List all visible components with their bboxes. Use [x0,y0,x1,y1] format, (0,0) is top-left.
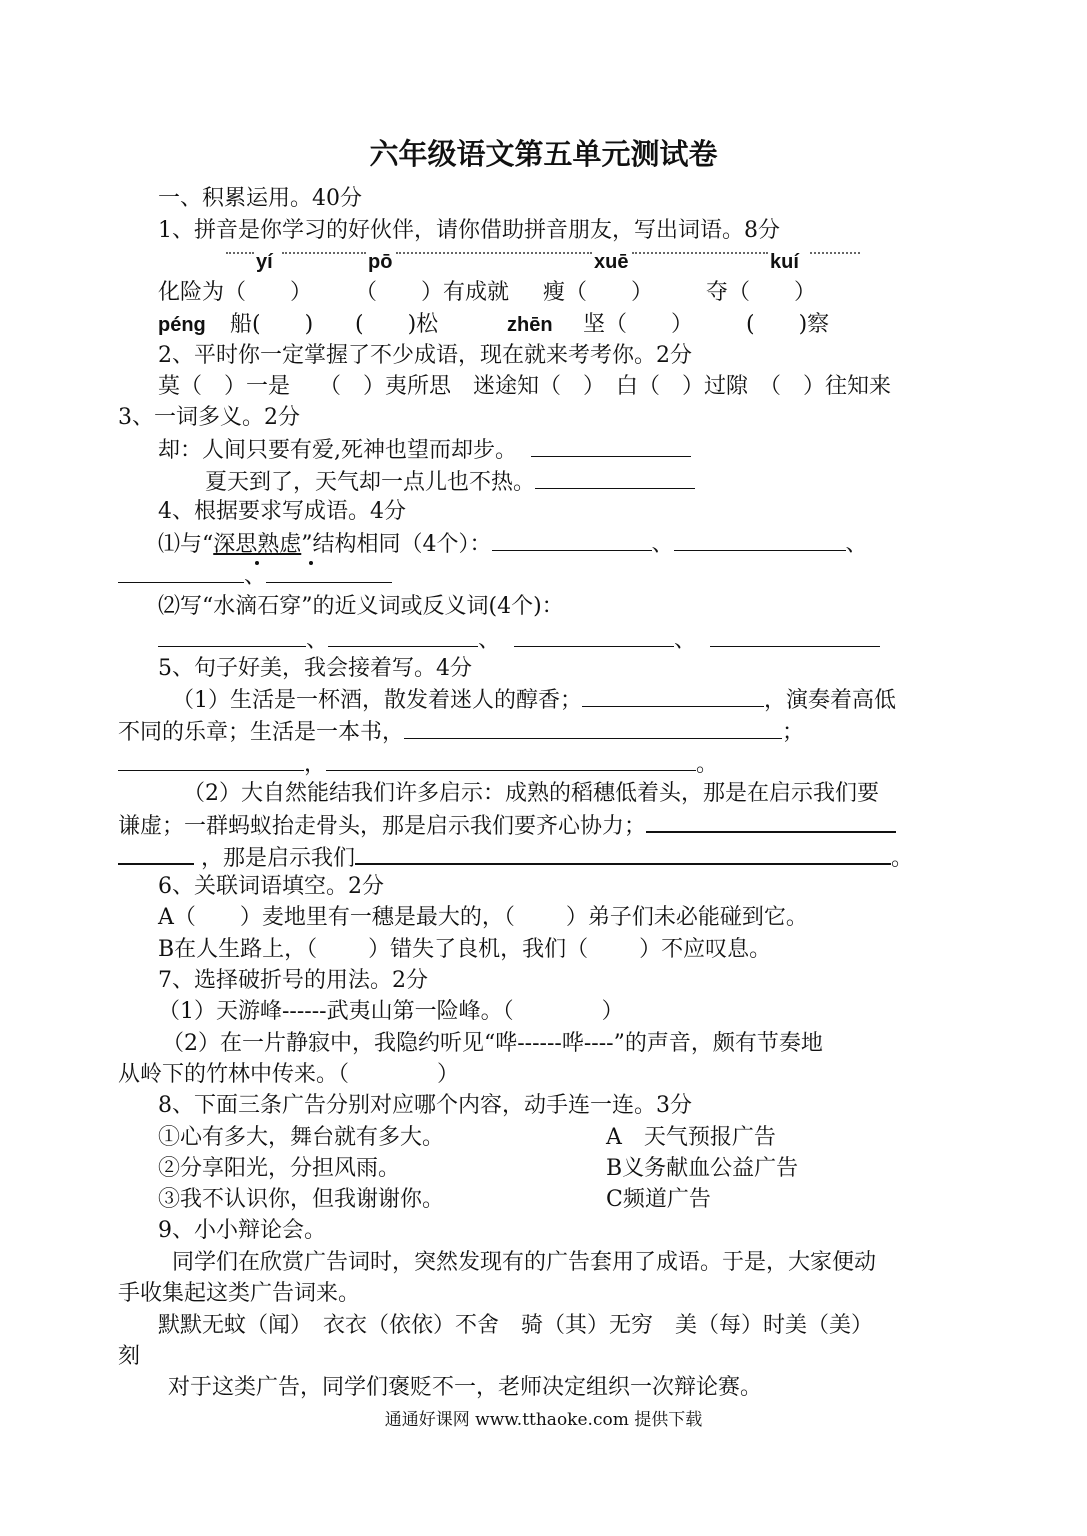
q1-heading: 1、拼音是你学习的好伙伴，请你借助拼音朋友，写出词语。8分 [158,218,780,243]
ad-category: C频道广告 [606,1187,711,1212]
q9-paragraph: 手收集起这类广告词来。 [118,1281,361,1306]
q6-heading: 6、关联词语填空。2分 [158,874,384,899]
q1-item: 坚（ ） [583,312,694,337]
q9-examples: 刻 [118,1344,141,1369]
q3-heading: 3、一词多义。2分 [118,405,300,430]
answer-blank[interactable] [118,750,304,771]
ad-slogan: ②分享阳光，分担风雨。 [158,1156,401,1181]
q8-heading: 8、下面三条广告分别对应哪个内容，动手连一连。3分 [158,1093,692,1118]
q5-line [118,718,804,748]
answer-blank[interactable] [404,718,782,739]
q3-line [205,468,695,498]
q3-sentence: 却：人间只要有爱,死神也望而却步。 [158,438,517,463]
pinyin-xue: xuē [594,251,629,273]
q5-text: 。 [891,846,914,871]
q1-item: 化险为（ ） [158,280,313,305]
answer-blank[interactable] [326,750,696,771]
q9-paragraph: 同学们在欣赏广告词时，突然发现有的广告套用了成语。于是，大家便动 [172,1250,877,1275]
answer-blank[interactable] [158,626,306,647]
q5-text: ； [782,720,805,745]
q5-text: （2）大自然能结我们许多启示：成熟的稻穗低着头，那是在启示我们要 [183,781,879,806]
q4-part1-label: ”结构相同（4个）： [301,532,492,557]
q3-line [158,436,691,466]
q5-heading: 5、句子好美，我会接着写。4分 [158,656,472,681]
answer-blank[interactable] [674,530,846,551]
q4-part2-blanks: 、 、 、 [158,626,880,656]
q3-sentence: 夏天到了，天气却一点儿也不热。 [205,470,536,495]
q4-part2: ⑵写“水滴石穿”的近义词或反义词(4个)： [158,594,564,619]
pinyin-kui: kuí [770,251,799,273]
q9-examples: 默默无蚊（闻） 衣衣（依依）不舍 骑（其）无穷 美（每）时美（美） [158,1313,874,1338]
section-heading: 一、积累运用。40分 [158,186,362,211]
page-title: 六年级语文第五单元测试卷 [369,137,718,171]
ad-category: A 天气预报广告 [606,1125,776,1150]
answer-blank[interactable] [535,468,695,489]
q5-line [172,686,896,716]
pinyin-yi: yí [256,251,273,273]
q2-heading: 2、平时你一定掌握了不少成语，现在就来考考你。2分 [158,343,692,368]
q9-paragraph: 对于这类广告，同学们褒贬不一，老师决定组织一次辩论赛。 [168,1375,763,1400]
page-footer: 通通好课网 www.tthaoke.com 提供下载 [384,1410,703,1430]
answer-blank[interactable] [492,530,652,551]
q2-items: 莫（ ）一是 （ ）夷所思 迷途知（ ） 白（ ）过隙 （ ）往知来 [158,374,891,399]
q5-line [118,750,718,780]
answer-blank[interactable] [710,626,880,647]
q6-item-a: A（ ）麦地里有一穗是最大的，（ ）弟子们未必能碰到它。 [158,905,808,930]
answer-blank[interactable] [646,811,896,833]
q7-heading: 7、选择破折号的用法。2分 [158,968,428,993]
q9-heading: 9、小小辩论会。 [158,1218,326,1243]
ad-slogan: ①心有多大，舞台就有多大。 [158,1125,445,1150]
answer-blank[interactable] [118,843,194,865]
ad-category: B义务献血公益广告 [606,1156,799,1181]
pinyin-zhen: zhēn [507,314,553,336]
answer-blank[interactable] [266,562,392,583]
answer-blank[interactable] [531,436,691,457]
dotted-line [632,252,768,254]
q1-item: 船( ) [230,312,314,337]
dotted-line [282,252,366,254]
answer-blank[interactable] [514,626,674,647]
q4-part1-label: ⑴与“ [158,532,214,557]
q4-part1: ⑴与“深思熟虑”结构相同（4个）： 、 、 [158,532,868,557]
answer-blank[interactable] [582,686,764,707]
q5-text: ，那是启示我们 [201,846,356,871]
q7-item: 从岭下的竹林中传来。（ ） [118,1062,460,1087]
ad-slogan: ③我不认识你，但我谢谢你。 [158,1187,445,1212]
q4-target-word: 深思熟虑 [213,532,302,557]
q1-item: 瘦（ ） [543,280,654,305]
q1-item: （ ）有成就 [355,280,510,305]
q5-line [118,811,896,842]
q6-item-b: B在人生路上，（ ）错失了良机，我们（ ）不应叹息。 [158,937,772,962]
q7-item: （2）在一片静寂中，我隐约听见“哗------哗----”的声音，颇有节奏地 [162,1031,823,1056]
dotted-line [396,252,592,254]
q1-item: ( )察 [746,312,830,337]
dotted-line [226,252,254,254]
q4-heading: 4、根据要求写成语。4分 [158,499,406,524]
pinyin-po: pō [368,251,393,273]
dotted-line [810,252,860,254]
answer-blank[interactable] [355,843,891,865]
q5-text: ，演奏着高低 [764,688,897,713]
q1-item: ( )松 [355,312,439,337]
answer-blank[interactable] [328,626,478,647]
q5-text: 不同的乐章；生活是一本书， [118,720,405,745]
q5-text: （1）生活是一杯酒，散发着迷人的醇香； [172,688,582,713]
q5-text: 谦虚；一群蚂蚁抬走骨头，那是启示我们要齐心协力； [118,814,647,839]
q5-line [118,843,913,874]
answer-blank[interactable] [118,562,244,583]
pinyin-peng: péng [158,314,206,336]
q1-item: 夺（ ） [706,280,817,305]
q5-text: 。 [696,752,719,777]
q5-text: ， [304,752,327,777]
q7-item: （1）天游峰------武夷山第一险峰。（ ） [158,999,624,1024]
q4-part1-cont: 、 [118,562,392,592]
